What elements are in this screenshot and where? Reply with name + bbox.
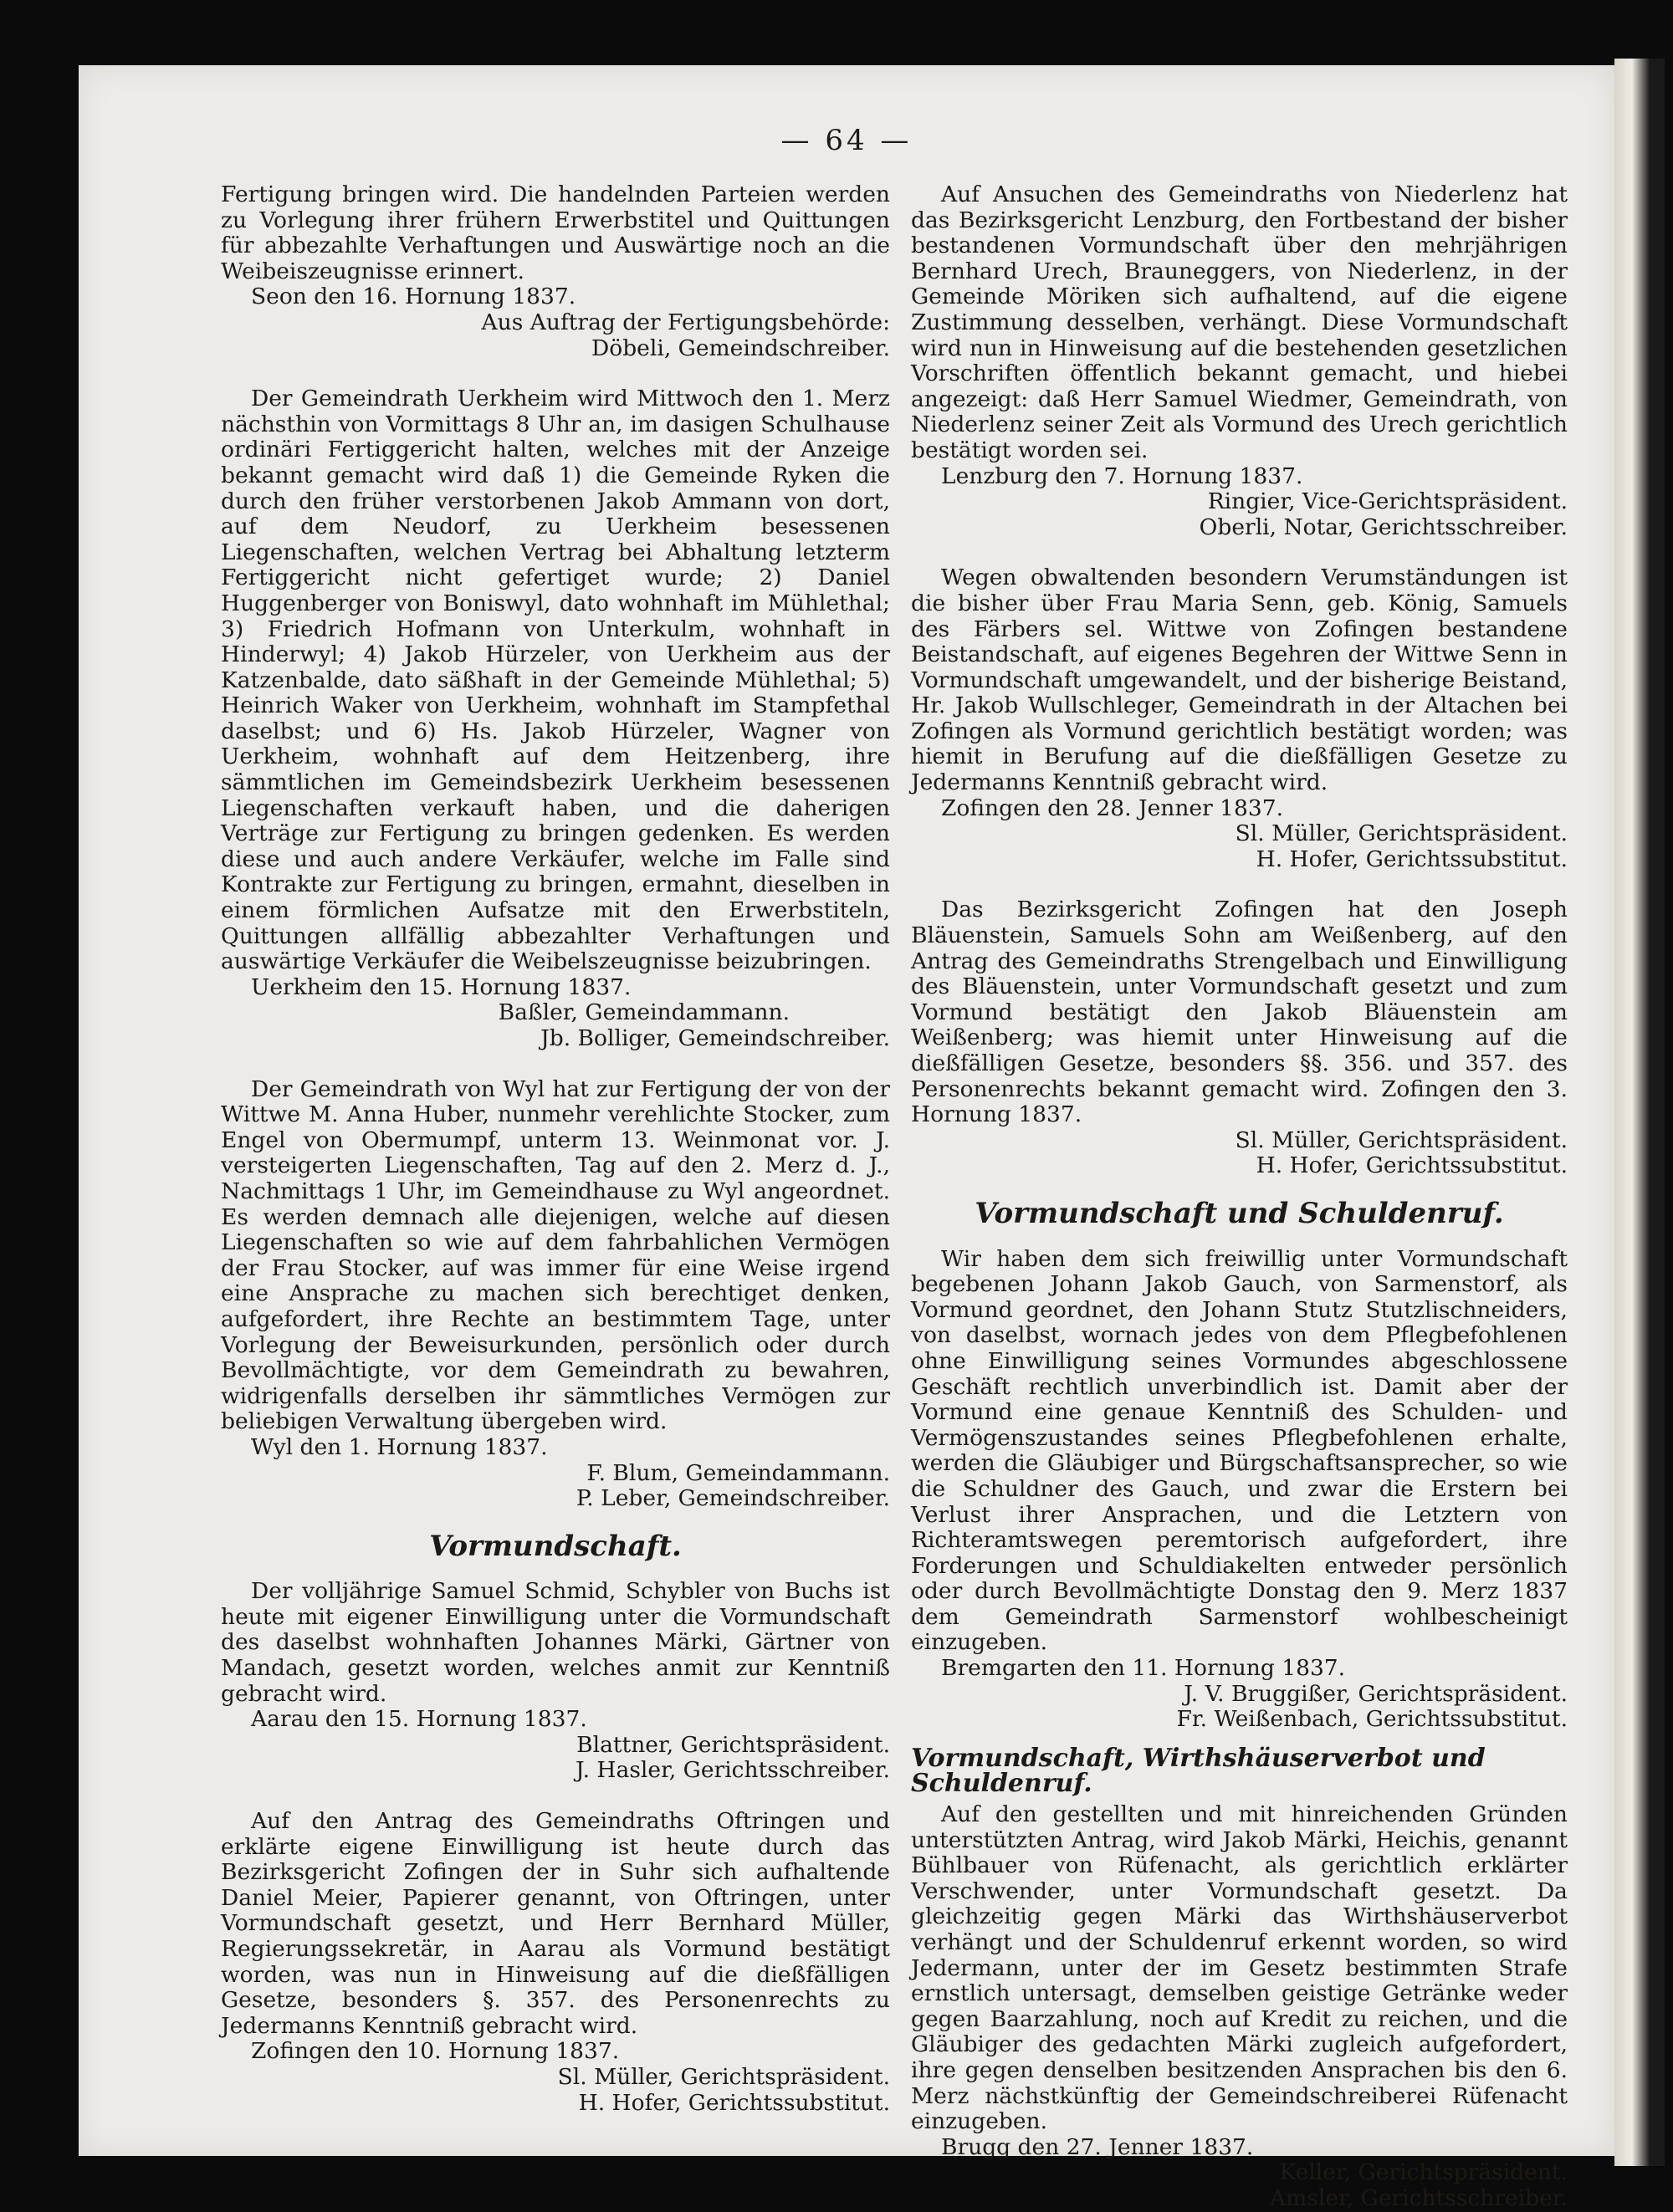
notice-signature: Ringier, Vice-Gerichtspräsident.	[1207, 488, 1568, 515]
right-column	[911, 182, 1568, 2212]
notice-dateline: Zofingen den 28. Jenner 1837.	[941, 794, 1284, 821]
notice-dateline: Aarau den 15. Hornung 1837.	[251, 1706, 587, 1733]
newspaper-page	[79, 65, 1614, 2211]
notice-signature: J. V. Bruggißer, Gerichtspräsident.	[1184, 1680, 1568, 1707]
notice-signature: Fr. Weißenbach, Gerichtssubstitut.	[1176, 1706, 1568, 1733]
notice-text: Das Bezirksgericht Zofingen hat den Joseph Bläuenstein, Samuels Sohn am Weißenberg, auf den Antrag des Gemeindraths Strengelbach und Einwilligung des Bläuenstein, unter Vormundschaft gesetzt und zum Vormund bestätigt den Jakob Bläuenstein am Weißenberg; was hiemit unter Hinweisung auf die dießfälligen Gesetze, besonders §§. 356. und 357. des Personenrechts bekannt gemacht wird. Zofingen den 3. Hornung 1837.	[911, 897, 1568, 1128]
notice-signature: H. Hofer, Gerichtssubstitut.	[578, 2089, 890, 2116]
section-heading: Vormundschaft und Schuldenruf.	[975, 1196, 1504, 1230]
left-column	[221, 182, 890, 2116]
notice-signature: P. Leber, Gemeindschreiber.	[576, 1485, 890, 1512]
notice-signature: Aus Auftrag der Fertigungsbehörde:	[481, 309, 890, 335]
notice-signature: Sl. Müller, Gerichtspräsident.	[1235, 1126, 1568, 1153]
notice-signature: Oberli, Notar, Gerichtsschreiber.	[1199, 513, 1568, 540]
notice-signature: Baßler, Gemeindammann.	[498, 999, 790, 1026]
notice-signature: F. Blum, Gemeindammann.	[586, 1459, 890, 1486]
notice-signature: Sl. Müller, Gerichtspräsident.	[557, 2063, 890, 2090]
notice-signature: Blattner, Gerichtspräsident.	[576, 1731, 890, 1758]
notice-text: Fertigung bringen wird. Die handelnden Parteien werden zu Vorlegung ihrer frühern Erwerbstitel und Quittungen für abbezahlte Verhaftungen und Auswärtige noch an die Weibeiszeugnisse erinnert.	[221, 181, 890, 284]
notice-signature: H. Hofer, Gerichtssubstitut.	[1256, 1152, 1568, 1179]
section-heading: Vormundschaft.	[429, 1529, 682, 1563]
notice-signature: Sl. Müller, Gerichtspräsident.	[1235, 820, 1568, 847]
notice-text: Wir haben dem sich freiwillig unter Vormundschaft begebenen Johann Jakob Gauch, von Sarmenstorf, als Vormund geordnet, den Johann Stutz Stutzlischneiders, von daselbst, wornach jedes von dem Pflegbefohlenen ohne Einwilligung seines Vormundes abgeschlossene Geschäft rechtlich unverbindlich ist. Damit aber der Vormund eine genaue Kenntniß des Schulden- und Vermögenszustandes seines Pflegbefohlenen erhalte, werden die Gläubiger und Bürgschaftsansprecher, so wie die Schuldner des Gauch, und zwar die Erstern bei Verlust ihrer Ansprachen, und die Letztern von Richteramtswegen peremtorisch aufgefordert, ihre Forderungen und Schuldiakelten entweder persönlich oder durch Bevollmächtigte Donstag den 9. Merz 1837 dem Gemeindrath Sarmenstorf wohlbescheinigt einzugeben.	[911, 1245, 1568, 1656]
notice-dateline: Brugg den 27. Jenner 1837.	[941, 2133, 1254, 2160]
notice-text: Auf Ansuchen des Gemeindraths von Niederlenz hat das Bezirksgericht Lenzburg, den Fortbestand der bisher bestandenen Vormundschaft über den mehrjährigen Bernhard Urech, Brauneggers, von Niederlenz, in der Gemeinde Möriken sich aufhaltend, auf die eigene Zustimmung desselben, verhängt. Diese Vormundschaft wird nun in Hinweisung auf die bestehenden gesetzlichen Vorschriften öffentlich bekannt gemacht, und hiebei angezeigt: daß Herr Samuel Wiedmer, Gemeindrath, von Niederlenz seiner Zeit als Vormund des Urech gerichtlich bestätigt worden sei.	[911, 181, 1568, 463]
notice-text: Wegen obwaltenden besondern Verumständungen ist die bisher über Frau Maria Senn, geb. König, Samuels des Färbers sel. Wittwe von Zofingen bestandene Beistandschaft, auf eigenes Begehren der Wittwe Senn in Vormundschaft umgewandelt, und der bisherige Beistand, Hr. Jakob Wullschleger, Gemeindrath in der Altachen bei Zofingen als Vormund gerichtlich bestätigt worden; was hiemit in Berufung auf die dießfälligen Gesetze zu Jedermanns Kenntniß gebracht wird.	[911, 564, 1568, 796]
scan-background-edge	[1614, 59, 1665, 2166]
notice-signature: Amsler, Gerichtsschreiber.	[1270, 2184, 1568, 2211]
notice-dateline: Bremgarten den 11. Hornung 1837.	[941, 1655, 1346, 1682]
notice-text: Der volljährige Samuel Schmid, Schybler von Buchs ist heute mit eigener Einwilligung unter die Vormundschaft des daselbst wohnhaften Johannes Märki, Gärtner von Mandach, gesetzt worden, welches anmit zur Kenntniß gebracht wird.	[221, 1578, 890, 1707]
notice-dateline: Wyl den 1. Hornung 1837.	[251, 1433, 548, 1460]
notice-dateline: Lenzburg den 7. Hornung 1837.	[941, 462, 1303, 489]
notice-text: Der Gemeindrath von Wyl hat zur Fertigung der von der Wittwe M. Anna Huber, nunmehr verehlichte Stocker, zum Engel von Obermumpf, unterm 13. Weinmonat vor. J. versteigerten Liegenschaften, Tag auf den 2. Merz d. J., Nachmittags 1 Uhr, im Gemeindhause zu Wyl angeordnet. Es werden demnach alle diejenigen, welche auf diesen Liegenschaften so wie auf dem fahrbahlichen Vermögen der Frau Stocker, auf was immer für eine Weise irgend eine Ansprache zu machen sich berechtiget denken, aufgefordert, ihre Rechte an bestimmtem Tage, unter Vorlegung der Beweisurkunden, persönlich oder durch Bevollmächtigte, vor dem Gemeindrath zu bewahren, widrigenfalls derselben ihr sämmtliches Vermögen zur beliebigen Verwaltung übergeben wird.	[221, 1075, 890, 1435]
notice-text: Auf den Antrag des Gemeindraths Oftringen und erklärte eigene Einwilligung ist heute durch das Bezirksgericht Zofingen der in Suhr sich aufhaltende Daniel Meier, Papierer genannt, von Oftringen, unter Vormundschaft gesetzt, und Herr Bernhard Müller, Regierungssekretär, in Aarau als Vormund bestätigt worden, was nun in Hinweisung auf die dießfälligen Gesetze, besonders §. 357. des Personenrechts zu Jedermanns Kenntniß gebracht wird.	[221, 1808, 890, 2039]
section-heading: Vormundschaft, Wirthshäuserverbot und Schuldenruf.	[911, 1743, 1486, 1799]
notice-text: Auf den gestellten und mit hinreichenden Gründen unterstützten Antrag, wird Jakob Märki, Heichis, genannt Bühlbauer von Rüfenacht, als gerichtlich erklärter Verschwender, unter Vormundschaft gesetzt. Da gleichzeitig gegen Märki das Wirthshäuserverbot verhängt und der Schuldenruf erkennt worden, so wird Jedermann, unter der im Gesetz bestimmten Strafe ernstlich untersagt, demselben geistige Getränke weder gegen Baarzahlung, noch auf Kredit zu reichen, und die Gläubiger des gedachten Märki zugleich aufgefordert, ihre gegen denselben besitzenden Ansprachen bis den 6. Merz nächstkünftig der Gemeindschreiberei Rüfenacht einzugeben.	[911, 1801, 1568, 2135]
notice-signature: H. Hofer, Gerichtssubstitut.	[1256, 845, 1568, 872]
notice-signature: Döbeli, Gemeindschreiber.	[591, 335, 890, 361]
notice-text: Der Gemeindrath Uerkheim wird Mittwoch den 1. Merz nächsthin von Vormittags 8 Uhr an, im dasigen Schulhause ordinäri Fertiggericht halten, welches mit der Anzeige bekannt gemacht wird daß 1) die Gemeinde Ryken die durch den früher verstorbenen Jakob Ammann von dort, auf dem Neudorf, zu Uerkheim besessenen Liegenschaften, welchen Vertrag bei Abhaltung letzterm Fertiggericht nicht gefertiget wurde; 2) Daniel Huggenberger von Boniswyl, dato wohnhaft im Mühlethal; 3) Friedrich Hofmann von Unterkulm, wohnhaft in Hinderwyl; 4) Jakob Hürzeler, von Uerkheim aus der Katzenbalde, dato säßhaft in der Gemeinde Mühlethal; 5) Heinrich Waker von Uerkheim, wohnhaft im Stampfethal daselbst; und 6) Hs. Jakob Hürzeler, Wagner von Uerkheim, wohnhaft auf dem Heitzenberg, ihre sämmtlichen im Gemeindsbezirk Uerkheim besessenen Liegenschaften verkauft haben, und die daherigen Verträge zur Fertigung zu bringen gedenken. Es werden diese und auch andere Verkäufer, welche im Falle sind Kontrakte zur Fertigung zu bringen, ermahnt, dieselben in einem förmlichen Aufsatze mit den Erwerbstiteln, Quittungen allfällig abbezahlter Verhaftungen und auswärtige Verkäufer die Weibelszeugnisse beizubringen.	[221, 386, 890, 975]
notice-dateline: Zofingen den 10. Hornung 1837.	[251, 2038, 620, 2065]
notice-signature: Jb. Bolliger, Gemeindschreiber.	[540, 1025, 890, 1051]
notice-dateline: Uerkheim den 15. Hornung 1837.	[251, 973, 632, 1000]
notice-dateline: Seon den 16. Hornung 1837.	[251, 284, 576, 310]
page-number: — 64 —	[780, 124, 913, 157]
notice-signature: J. Hasler, Gerichtsschreiber.	[576, 1757, 890, 1784]
notice-signature: Keller, Gerichtspräsident.	[1279, 2159, 1568, 2186]
